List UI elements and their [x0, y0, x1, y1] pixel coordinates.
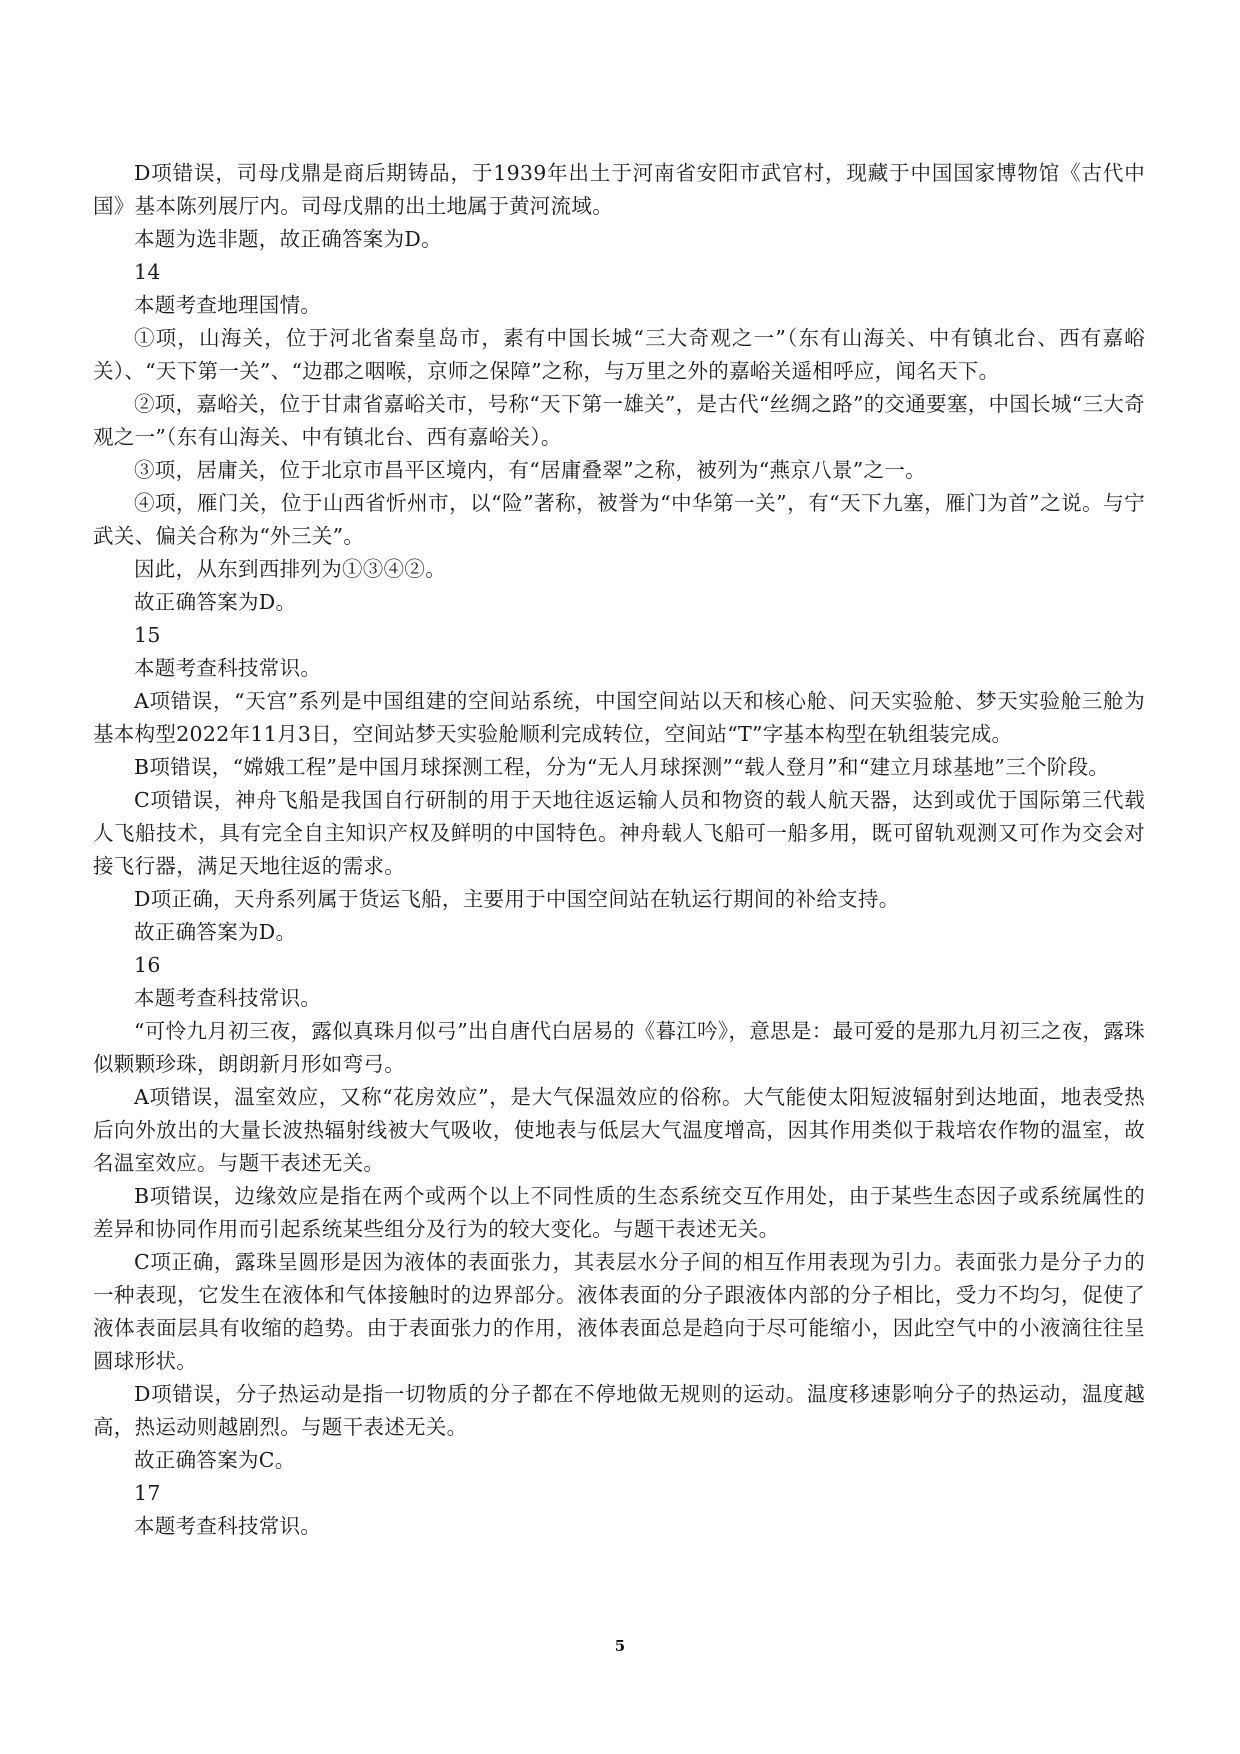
- paragraph: A项错误，温室效应，又称“花房效应”，是大气保温效应的俗称。大气能使太阳短波辐射到达地面，地表受热后向外放出的大量长波热辐射线被大气吸收，使地表与低层大气温度增高，因其作用类似于栽培农作物的温室，故名温室效应。与题干表述无关。: [93, 1085, 1145, 1175]
- page-number: 5: [614, 1637, 626, 1655]
- question-number: 17: [134, 1481, 161, 1505]
- paragraph: D项错误，司母戊鼎是商后期铸品，于1939年出土于河南省安阳市武官村，现藏于中国国家博物馆《古代中国》基本陈列展厅内。司母戊鼎的出土地属于黄河流域。: [93, 161, 1145, 218]
- paragraph: D项正确，天舟系列属于货运飞船，主要用于中国空间站在轨运行期间的补给支持。: [134, 887, 900, 911]
- paragraph: 因此，从东到西排列为①③④②。: [134, 557, 446, 581]
- paragraph: ②项，嘉峪关，位于甘肃省嘉峪关市，号称“天下第一雄关”，是古代“丝绸之路”的交通要塞，中国长城“三大奇观之一”（东有山海关、中有镇北台、西有嘉峪关）。: [93, 392, 1145, 449]
- question-number: 16: [134, 953, 161, 977]
- question-number: 15: [134, 623, 161, 647]
- question-number: 14: [134, 260, 161, 284]
- paragraph: ③项，居庸关，位于北京市昌平区境内，有“居庸叠翠”之称，被列为“燕京八景”之一。: [134, 458, 926, 482]
- paragraph: C项正确，露珠呈圆形是因为液体的表面张力，其表层水分子间的相互作用表现为引力。表面张力是分子力的一种表现，它发生在液体和气体接触时的边界部分。液体表面的分子跟液体内部的分子相比，受力不均匀，促使了液体表面层具有收缩的趋势。由于表面张力的作用，液体表面总是趋向于尽可能缩小，因此空气中的小液滴往往呈圆球形状。: [93, 1250, 1145, 1373]
- paragraph: 本题为选非题，故正确答案为D。: [134, 227, 442, 251]
- paragraph: 本题考查地理国情。: [134, 293, 322, 317]
- paragraph: D项错误，分子热运动是指一切物质的分子都在不停地做无规则的运动。温度移速影响分子的热运动，温度越高，热运动则越剧烈。与题干表述无关。: [93, 1382, 1145, 1439]
- paragraph: ④项，雁门关，位于山西省忻州市，以“险”著称，被誉为“中华第一关”，有“天下九塞，雁门为首”之说。与宁武关、偏关合称为“外三关”。: [93, 491, 1145, 548]
- paragraph: 本题考查科技常识。: [134, 986, 322, 1010]
- page-body: [93, 157, 1145, 1543]
- paragraph: C项错误，神舟飞船是我国自行研制的用于天地往返运输人员和物资的载人航天器，达到或优于国际第三代载人飞船技术，具有完全自主知识产权及鲜明的中国特色。神舟载人飞船可一船多用，既可留轨观测又可作为交会对接飞行器，满足天地往返的需求。: [93, 788, 1145, 878]
- paragraph: 本题考查科技常识。: [134, 656, 322, 680]
- paragraph: 本题考查科技常识。: [134, 1514, 322, 1538]
- paragraph: ①项，山海关，位于河北省秦皇岛市，素有中国长城“三大奇观之一”（东有山海关、中有镇北台、西有嘉峪关）、“天下第一关”、“边郡之咽喉，京师之保障”之称，与万里之外的嘉峪关遥相呼应，闻名天下。: [93, 326, 1145, 383]
- paragraph: 故正确答案为D。: [134, 590, 297, 614]
- paragraph: A项错误，“天宫”系列是中国组建的空间站系统，中国空间站以天和核心舱、问天实验舱、梦天实验舱三舱为基本构型2022年11月3日，空间站梦天实验舱顺利完成转位，空间站“T”字基本构型在轨组装完成。: [93, 689, 1145, 746]
- paragraph: “可怜九月初三夜，露似真珠月似弓”出自唐代白居易的《暮江吟》，意思是：最可爱的是那九月初三之夜，露珠似颗颗珍珠，朗朗新月形如弯弓。: [93, 1019, 1145, 1076]
- paragraph: B项错误，边缘效应是指在两个或两个以上不同性质的生态系统交互作用处，由于某些生态因子或系统属性的差异和协同作用而引起系统某些组分及行为的较大变化。与题干表述无关。: [93, 1184, 1145, 1241]
- paragraph: 故正确答案为D。: [134, 920, 297, 944]
- paragraph: B项错误，“嫦娥工程”是中国月球探测工程，分为“无人月球探测”“载人登月”和“建立月球基地”三个阶段。: [134, 755, 1110, 779]
- paragraph: 故正确答案为C。: [134, 1448, 296, 1472]
